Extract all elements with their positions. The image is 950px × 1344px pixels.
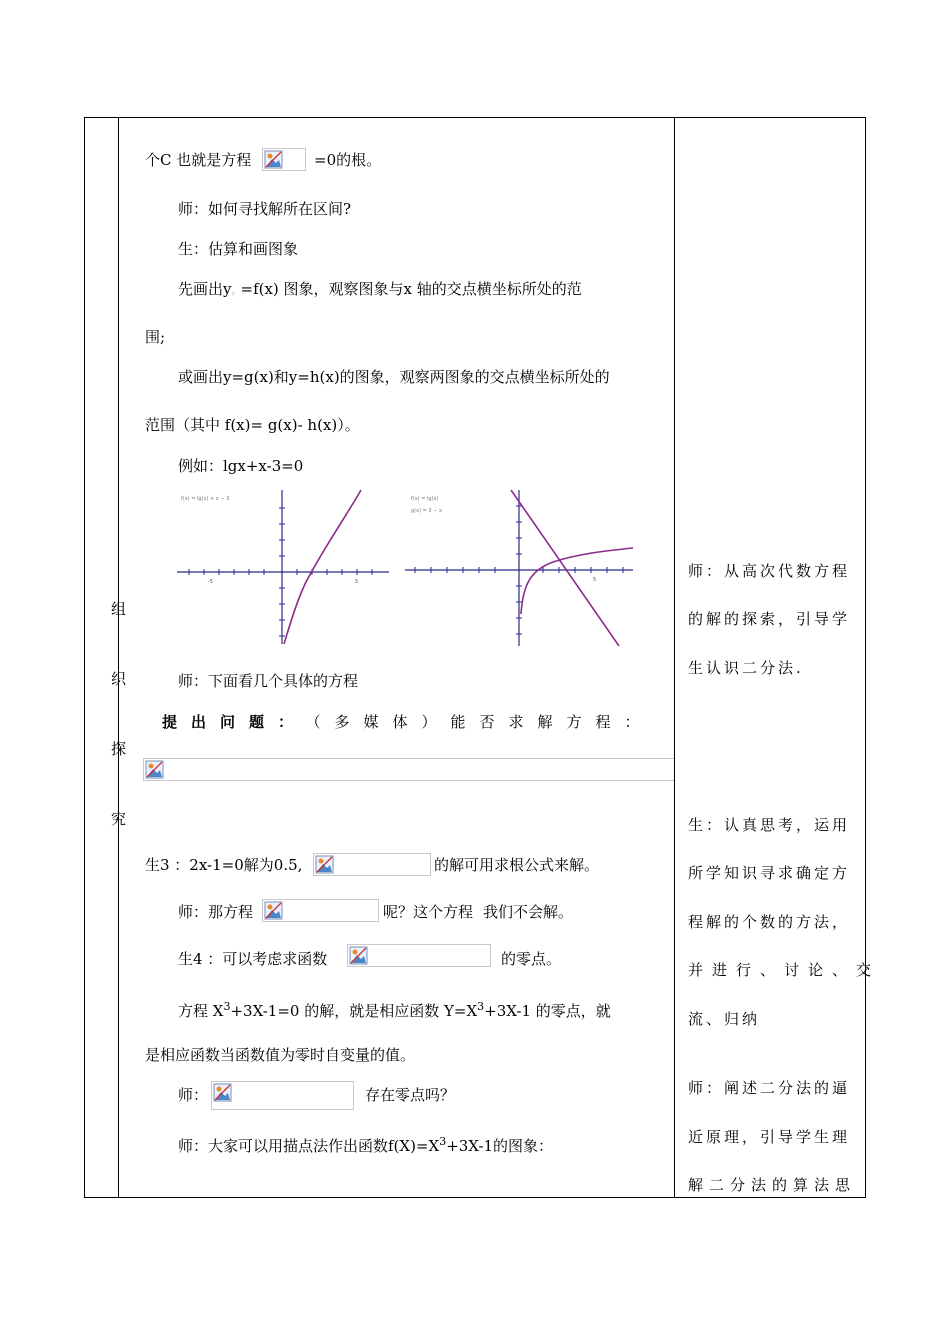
image-placeholder-icon (264, 150, 283, 169)
right-line-3: 生认识二分法. (688, 659, 804, 677)
label-char-4: 究 (111, 810, 127, 828)
line-10: 提出问题： （多媒体）能否求解方程： (162, 713, 654, 731)
graph-lg-x-and-3-minus-x (403, 488, 635, 648)
equation-image (262, 148, 306, 171)
line-7: 范围（其中 f(x)= g(x)- h(x)）。 (145, 416, 360, 434)
line-1b: =0的根。 (314, 151, 382, 169)
line-8: 例如：lgx+x-3=0 (178, 457, 304, 475)
equations-image (143, 758, 674, 781)
image-placeholder-icon (213, 1083, 232, 1102)
line-15: 是相应函数当函数值为零时自变量的值。 (145, 1046, 416, 1064)
column-divider-left (118, 118, 119, 1197)
right-line-6: 程解的个数的方法， (688, 913, 851, 931)
line-1a: 个C 也就是方程 (145, 151, 252, 169)
right-line-5: 所学知识寻求确定方 (688, 864, 851, 882)
right-line-7: 并进行、讨论、交 (688, 961, 881, 979)
line-17: 师：大家可以用描点法作出函数$f(X)=X^3+3X-1$的图象： (178, 1135, 554, 1155)
svg-text:g(x) = 3 − x: g(x) = 3 − x (411, 508, 442, 514)
graph-lg-x-plus-x-minus-3 (175, 488, 391, 646)
right-line-10: 近原理，引导学生理 (688, 1128, 851, 1146)
line-12a: 师：那方程 (178, 903, 254, 921)
svg-text:5: 5 (593, 577, 597, 583)
image-placeholder-icon (349, 946, 368, 965)
right-line-8: 流、归纳 (688, 1010, 761, 1028)
line-4: 先画出y。=f(x) 图象，观察图象与x 轴的交点横坐标所处的范 (178, 280, 582, 298)
label-char-1: 组 (111, 600, 127, 618)
svg-text:5: 5 (355, 579, 359, 585)
svg-text:f(x) = lg(x): f(x) = lg(x) (411, 496, 439, 502)
line-9: 师：下面看几个具体的方程 (178, 672, 359, 690)
line-12b: 呢？这个方程 我们不会解。 (383, 903, 574, 921)
line-14: 方程 $X^3+3X-1=0$ 的解，就是相应函数 $Y=X^3+3X-1$ 的零点，就 (178, 1000, 611, 1020)
image-placeholder-icon (315, 855, 334, 874)
line-13b: 的零点。 (501, 950, 562, 968)
right-line-2: 的解的探索，引导学 (688, 610, 851, 628)
label-char-3: 探 (111, 740, 127, 758)
svg-text:f(x) = lg(x) + x − 3: f(x) = lg(x) + x − 3 (181, 496, 230, 502)
line-11a: 生3 ：2x-1=0解为0.5, (145, 856, 303, 874)
right-line-9: 师：阐述二分法的逼 (688, 1079, 851, 1097)
svg-text:-5: -5 (208, 579, 213, 585)
column-divider-right (674, 118, 675, 1197)
equation-image-2 (313, 853, 431, 876)
line-11b: 的解可用求根公式来解。 (434, 856, 600, 874)
line-16b: 存在零点吗？ (365, 1086, 456, 1104)
line-5: 围; (145, 328, 166, 346)
image-placeholder-icon (145, 760, 164, 779)
function-image-2 (211, 1081, 354, 1110)
lesson-table (84, 117, 881, 1198)
label-char-2: 织 (111, 670, 127, 688)
line-6: 或画出y=g(x)和y=h(x)的图象，观察两图象的交点横坐标所处的 (178, 368, 610, 386)
line-16a: 师： (178, 1086, 209, 1104)
line-3: 生：估算和画图象 (178, 240, 299, 258)
equation-image-3 (262, 899, 379, 922)
line-2: 师：如何寻找解所在区间? (178, 200, 352, 218)
line-13a: 生4 ：可以考虑求函数 (178, 950, 328, 968)
function-image (347, 944, 491, 967)
right-line-4: 生：认真思考，运用 (688, 816, 851, 834)
right-line-1: 师：从高次代数方程 (688, 562, 851, 580)
right-line-11: 解二分法的算法思 (688, 1176, 857, 1194)
image-placeholder-icon (264, 901, 283, 920)
